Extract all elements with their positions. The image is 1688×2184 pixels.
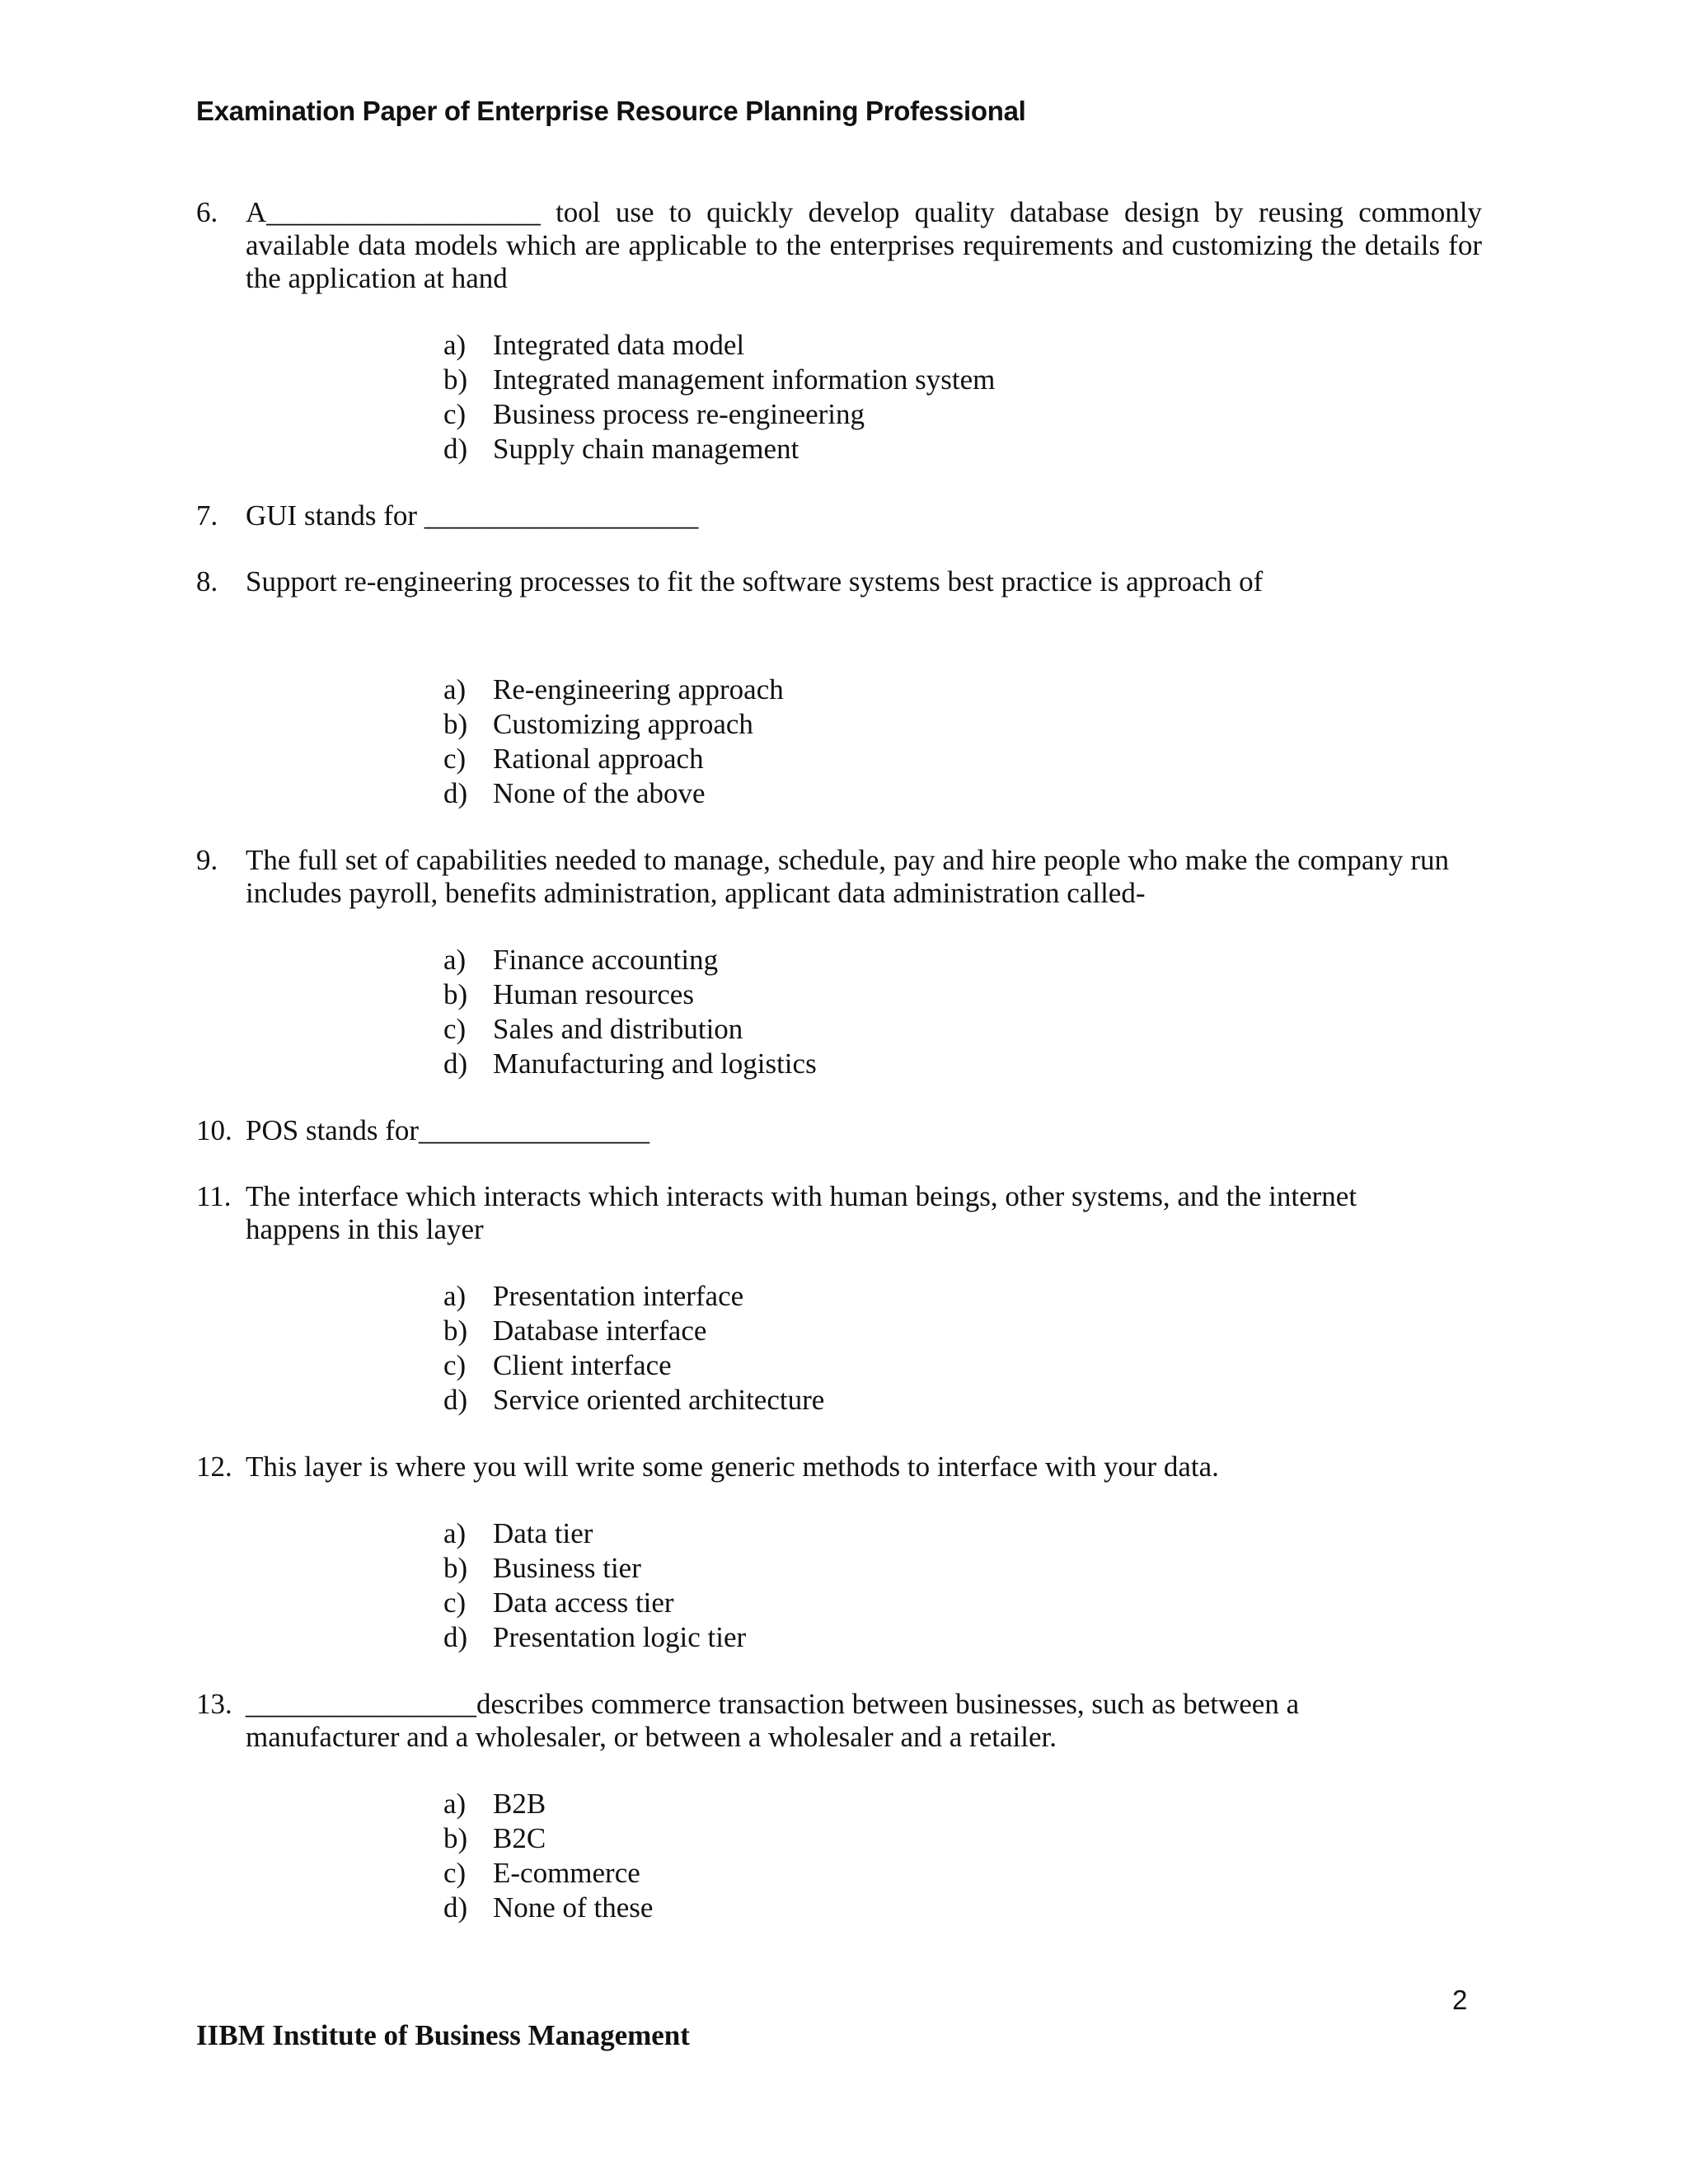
option-d (443, 1891, 1484, 1925)
option-a (443, 1516, 1484, 1551)
option-letter: b) (443, 978, 468, 1010)
option-text: Re-engineering approach (493, 673, 784, 705)
option-text: Business tier (493, 1552, 641, 1584)
question-text: Support re-engineering processes to fit the software systems best practice is approach of (246, 565, 1264, 598)
option-b (443, 1821, 1484, 1856)
option-b (443, 1314, 1484, 1348)
question-number: 7. (196, 499, 218, 532)
question-text: This layer is where you will write some generic methods to interface with your data. (246, 1451, 1219, 1483)
option-letter: d) (443, 1384, 468, 1416)
option-d (443, 1047, 1484, 1081)
option-text: B2B (493, 1788, 546, 1820)
option-letter: a) (443, 673, 467, 705)
question-12 (196, 1451, 1484, 1655)
question-text: The interface which interacts which interacts with human beings, other systems, and the internet happens in this layer (246, 1180, 1357, 1245)
option-a (443, 673, 1484, 707)
option-text: Integrated data model (493, 329, 745, 361)
option-text: Data tier (493, 1517, 593, 1549)
question-7 (196, 499, 1484, 532)
option-letter: c) (443, 398, 467, 430)
option-letter: b) (443, 708, 468, 740)
question-number: 9. (196, 844, 218, 876)
option-text: Finance accounting (493, 944, 719, 976)
option-letter: c) (443, 1013, 467, 1045)
option-a (443, 1279, 1484, 1314)
option-a (443, 1787, 1484, 1821)
option-c (443, 1856, 1484, 1891)
option-letter: a) (443, 1517, 467, 1549)
option-b (443, 707, 1484, 742)
question-text: A___________________ tool use to quickly develop quality database design by reusing commonly available data models which are applicable to the enterprises requirements and customizing the details for the application at hand (246, 196, 1482, 294)
option-letter: c) (443, 743, 467, 775)
option-letter: b) (443, 1315, 468, 1347)
option-a (443, 943, 1484, 977)
option-letter: a) (443, 944, 467, 976)
option-list (246, 328, 1484, 466)
option-d (443, 1383, 1484, 1418)
option-text: Supply chain management (493, 433, 799, 465)
question-6 (196, 196, 1484, 466)
question-13 (196, 1688, 1484, 1925)
question-text: ________________describes commerce transaction between businesses, such as between a manufacturer and a wholesaler, or between a wholesaler and a retailer. (246, 1688, 1300, 1753)
option-list (246, 1516, 1484, 1655)
option-letter: d) (443, 433, 468, 465)
question-number: 13. (196, 1688, 232, 1720)
question-number: 6. (196, 196, 218, 228)
option-text: Manufacturing and logistics (493, 1047, 817, 1080)
option-text: B2C (493, 1822, 546, 1854)
question-number: 8. (196, 565, 218, 598)
option-text: None of the above (493, 777, 706, 809)
option-text: None of these (493, 1891, 654, 1924)
question-number: 11. (196, 1180, 232, 1212)
option-list (246, 1279, 1484, 1418)
option-letter: b) (443, 363, 468, 396)
document-header: Examination Paper of Enterprise Resource Planning Professional (196, 96, 1026, 126)
question-11 (196, 1180, 1484, 1418)
option-a (443, 328, 1484, 363)
question-10 (196, 1114, 1484, 1147)
option-letter: c) (443, 1349, 467, 1381)
option-text: Rational approach (493, 743, 704, 775)
option-letter: b) (443, 1552, 468, 1584)
option-letter: a) (443, 329, 467, 361)
document-footer: IIBM Institute of Business Management (196, 2019, 690, 2051)
option-text: Service oriented architecture (493, 1384, 825, 1416)
option-text: Data access tier (493, 1586, 674, 1619)
option-text: Integrated management information system (493, 363, 996, 396)
option-d (443, 432, 1484, 466)
option-c (443, 742, 1484, 776)
option-letter: c) (443, 1857, 467, 1889)
question-8 (196, 565, 1484, 811)
option-text: Sales and distribution (493, 1013, 743, 1045)
question-9 (196, 844, 1484, 1081)
option-text: Business process re-engineering (493, 398, 865, 430)
option-c (443, 1012, 1484, 1047)
option-list (246, 943, 1484, 1081)
option-text: Client interface (493, 1349, 672, 1381)
option-letter: b) (443, 1822, 468, 1854)
option-list (246, 1787, 1484, 1925)
question-list (196, 196, 1484, 1925)
question-number: 10. (196, 1114, 232, 1146)
question-text: POS stands for________________ (246, 1114, 650, 1146)
option-b (443, 363, 1484, 397)
option-b (443, 977, 1484, 1012)
question-number: 12. (196, 1451, 232, 1483)
option-text: E-commerce (493, 1857, 640, 1889)
option-text: Human resources (493, 978, 694, 1010)
option-text: Presentation interface (493, 1280, 744, 1312)
question-text: The full set of capabilities needed to manage, schedule, pay and hire people who make the company run includes payroll, benefits administration, applicant data administration called- (246, 844, 1449, 909)
option-text: Customizing approach (493, 708, 753, 740)
option-letter: d) (443, 777, 468, 809)
option-text: Presentation logic tier (493, 1621, 747, 1653)
option-d (443, 776, 1484, 811)
option-c (443, 397, 1484, 432)
option-list (246, 673, 1484, 811)
option-letter: c) (443, 1586, 467, 1619)
option-d (443, 1620, 1484, 1655)
option-b (443, 1551, 1484, 1586)
option-c (443, 1348, 1484, 1383)
option-letter: a) (443, 1788, 467, 1820)
option-letter: a) (443, 1280, 467, 1312)
page-number: 2 (1452, 1985, 1468, 2015)
option-letter: d) (443, 1621, 468, 1653)
option-letter: d) (443, 1891, 468, 1924)
option-c (443, 1586, 1484, 1620)
option-text: Database interface (493, 1315, 707, 1347)
option-letter: d) (443, 1047, 468, 1080)
question-text: GUI stands for ___________________ (246, 499, 699, 532)
